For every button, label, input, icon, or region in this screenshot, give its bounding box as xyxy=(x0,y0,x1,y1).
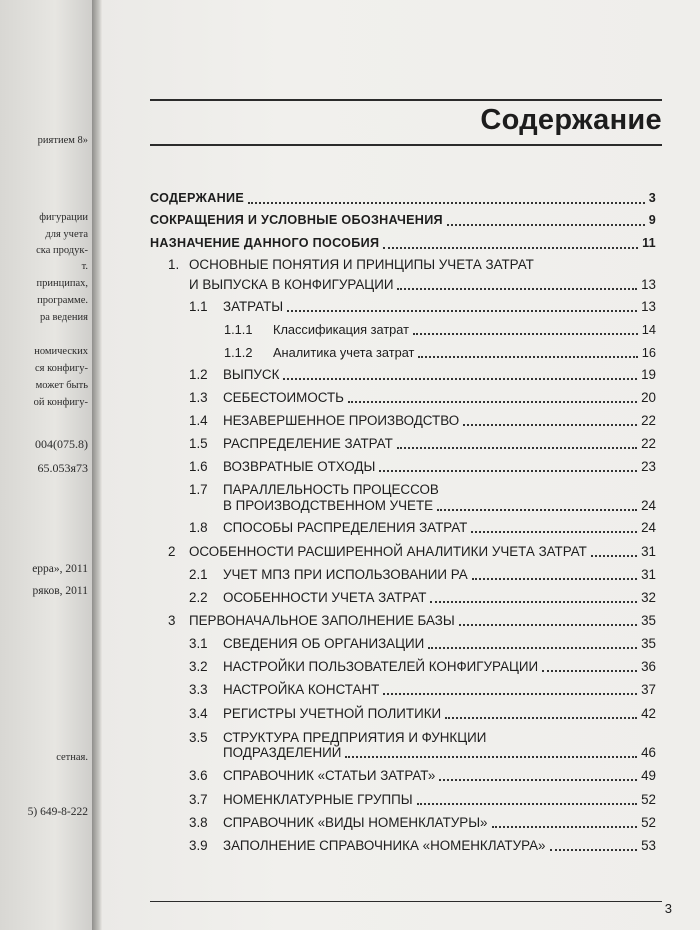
toc-leader-dots xyxy=(447,224,645,226)
toc-entry[interactable] xyxy=(223,744,656,761)
left-page-text-line: 65.053я73 xyxy=(37,461,88,475)
toc-entry-label: СОКРАЩЕНИЯ И УСЛОВНЫЕ ОБОЗНАЧЕНИЯ xyxy=(150,213,443,227)
toc-entry-number: 3.2 xyxy=(189,659,208,674)
toc-leader-dots xyxy=(542,670,637,672)
toc-entry-number: 3.3 xyxy=(189,682,208,697)
toc-entry-number: 1.3 xyxy=(189,390,208,405)
toc-entry-label: ПЕРВОНАЧАЛЬНОЕ ЗАПОЛНЕНИЕ БАЗЫ xyxy=(189,613,455,628)
toc-entry-label: ЗАПОЛНЕНИЕ СПРАВОЧНИКА «НОМЕНКЛАТУРА» xyxy=(223,838,546,853)
toc-entry-number: 1.2 xyxy=(189,367,208,382)
toc-entry-label: ПОДРАЗДЕЛЕНИЙ xyxy=(223,745,342,760)
page-number: 3 xyxy=(664,901,672,916)
toc-entry-number: 3.5 xyxy=(189,730,208,745)
toc-entry-label: Аналитика учета затрат xyxy=(273,345,415,360)
left-page-text-line: программе. xyxy=(37,295,88,306)
toc-entry-page: 3 xyxy=(648,191,656,205)
toc-entry-page: 52 xyxy=(641,792,656,807)
toc-entry[interactable] xyxy=(189,298,656,315)
toc-entry-label: РЕГИСТРЫ УЧЕТНОЙ ПОЛИТИКИ xyxy=(223,706,442,721)
toc-entry-page: 24 xyxy=(641,520,656,535)
toc-entry-number: 1.8 xyxy=(189,520,208,535)
toc-entry-number: 1. xyxy=(168,257,180,272)
toc-entry[interactable] xyxy=(189,791,656,808)
toc-entry-page: 22 xyxy=(641,436,656,451)
toc-entry-number: 2 xyxy=(168,544,176,559)
toc-entry-label: СПРАВОЧНИК «ВИДЫ НОМЕНКЛАТУРЫ» xyxy=(223,815,488,830)
toc-entry-label: Классификация затрат xyxy=(273,322,409,337)
toc-entry-page: 52 xyxy=(641,815,656,830)
toc-entry[interactable] xyxy=(224,344,656,361)
left-page-text-line: ся конфигу- xyxy=(34,363,88,374)
header-rule-bottom xyxy=(150,144,662,146)
toc-leader-dots xyxy=(417,803,637,805)
toc-entry-number: 1.6 xyxy=(189,459,208,474)
toc-entry-label: НАЗНАЧЕНИЕ ДАННОГО ПОСОБИЯ xyxy=(150,236,380,250)
toc-entry-label: В ПРОИЗВОДСТВЕННОМ УЧЕТЕ xyxy=(223,498,434,513)
toc-entry-page: 22 xyxy=(641,413,656,428)
left-page-text-line: ерра», 2011 xyxy=(32,563,88,575)
toc-entry-label: ЗАТРАТЫ xyxy=(223,299,284,314)
toc-leader-dots xyxy=(550,849,638,851)
contents-page xyxy=(102,0,700,930)
left-page-text-line: т. xyxy=(81,261,88,272)
left-page-text-line: сетная. xyxy=(56,752,88,763)
toc-entry[interactable] xyxy=(189,635,656,652)
toc-entry-label: СВЕДЕНИЯ ОБ ОРГАНИЗАЦИИ xyxy=(223,636,425,651)
toc-entry-page: 35 xyxy=(641,636,656,651)
toc-entry-number: 1.1 xyxy=(189,299,208,314)
toc-entry[interactable] xyxy=(189,658,656,675)
toc-leader-dots xyxy=(492,826,638,828)
toc-entry-page: 53 xyxy=(641,838,656,853)
left-page xyxy=(0,0,92,930)
toc-leader-dots xyxy=(397,288,637,290)
left-page-text-line: ска продук- xyxy=(36,245,88,256)
toc-leader-dots xyxy=(445,717,637,719)
toc-entry-number: 3.9 xyxy=(189,838,208,853)
toc-entry-page: 11 xyxy=(642,236,656,250)
toc-entry-page: 23 xyxy=(641,459,656,474)
toc-entry-label: ВОЗВРАТНЫЕ ОТХОДЫ xyxy=(223,459,376,474)
toc-entry-label: НАСТРОЙКИ ПОЛЬЗОВАТЕЛЕЙ КОНФИГУРАЦИИ xyxy=(223,659,539,674)
toc-entry-number: 3.7 xyxy=(189,792,208,807)
toc-entry-number: 3.1 xyxy=(189,636,208,651)
toc-entry[interactable] xyxy=(168,543,656,560)
toc-entry-number: 3.8 xyxy=(189,815,208,830)
toc-entry[interactable] xyxy=(189,837,656,854)
toc-entry-page: 35 xyxy=(641,613,656,628)
toc-entry-page: 9 xyxy=(648,213,656,227)
toc-entry[interactable] xyxy=(150,212,656,229)
toc-entry-page: 14 xyxy=(641,322,656,337)
toc-entry-label: И ВЫПУСКА В КОНФИГУРАЦИИ xyxy=(189,277,394,292)
toc-entry[interactable] xyxy=(189,412,656,429)
toc-entry-label: СПРАВОЧНИК «СТАТЬИ ЗАТРАТ» xyxy=(223,768,436,783)
toc-entry-page: 20 xyxy=(641,390,656,405)
toc-leader-dots xyxy=(287,310,637,312)
toc-entry[interactable] xyxy=(223,497,656,514)
toc-entry-label-line1: СТРУКТУРА ПРЕДПРИЯТИЯ И ФУНКЦИИ xyxy=(223,730,487,745)
toc-leader-dots xyxy=(413,333,638,335)
toc-entry-number: 1.7 xyxy=(189,482,208,497)
toc-entry-number: 3.6 xyxy=(189,768,208,783)
toc-entry[interactable] xyxy=(189,366,656,383)
toc-entry-page: 31 xyxy=(641,544,656,559)
left-page-text-line: фигурации xyxy=(39,212,88,223)
toc-entry[interactable] xyxy=(189,276,656,293)
toc-entry-number: 1.1.2 xyxy=(224,345,253,360)
toc-leader-dots xyxy=(437,509,637,511)
left-page-text-line: ра ведения xyxy=(39,312,88,323)
toc-entry-label: СПОСОБЫ РАСПРЕДЕЛЕНИЯ ЗАТРАТ xyxy=(223,520,468,535)
toc-entry-number: 2.2 xyxy=(189,590,208,605)
left-page-text-line: может быть xyxy=(35,380,88,391)
left-page-text-line: для учета xyxy=(45,229,88,240)
toc-entry-label-line1: ПАРАЛЛЕЛЬНОСТЬ ПРОЦЕССОВ xyxy=(223,482,439,497)
toc-entry-page: 42 xyxy=(641,706,656,721)
toc-entry-number: 1.1.1 xyxy=(224,322,253,337)
left-page-text-line: ряков, 2011 xyxy=(32,585,88,597)
toc-entry-page: 36 xyxy=(641,659,656,674)
left-page-text-line: ой конфигу- xyxy=(33,397,88,408)
toc-leader-dots xyxy=(383,247,638,249)
toc-entry-page: 32 xyxy=(641,590,656,605)
book-gutter xyxy=(92,0,102,930)
toc-entry[interactable] xyxy=(189,589,656,606)
toc-entry-label: ОСОБЕННОСТИ УЧЕТА ЗАТРАТ xyxy=(223,590,427,605)
toc-leader-dots xyxy=(463,424,637,426)
toc-leader-dots xyxy=(430,601,637,603)
toc-entry[interactable] xyxy=(189,435,656,452)
left-page-text-line: 004(075.8) xyxy=(35,437,88,451)
toc-entry-page: 31 xyxy=(641,567,656,582)
toc-entry-label: УЧЕТ МПЗ ПРИ ИСПОЛЬЗОВАНИИ РА xyxy=(223,567,468,582)
toc-entry-page: 24 xyxy=(641,498,656,513)
toc-entry-label: НОМЕНКЛАТУРНЫЕ ГРУППЫ xyxy=(223,792,413,807)
toc-leader-dots xyxy=(383,693,637,695)
toc-entry-number: 1.5 xyxy=(189,436,208,451)
toc-entry-label: РАСПРЕДЕЛЕНИЕ ЗАТРАТ xyxy=(223,436,393,451)
toc-leader-dots xyxy=(248,202,645,204)
toc-entry-number: 1.4 xyxy=(189,413,208,428)
toc-leader-dots xyxy=(439,779,637,781)
toc-leader-dots xyxy=(345,756,637,758)
toc-entry[interactable] xyxy=(189,705,656,722)
left-page-text-line: 5) 649-8-222 xyxy=(27,806,88,818)
toc-entry[interactable] xyxy=(189,389,656,406)
toc-entry-number: 3.4 xyxy=(189,706,208,721)
toc-entry-page: 13 xyxy=(641,299,656,314)
toc-entry[interactable] xyxy=(224,321,656,338)
toc-entry[interactable] xyxy=(189,681,656,698)
toc-leader-dots xyxy=(418,356,637,358)
toc-entry-page: 19 xyxy=(641,367,656,382)
toc-leader-dots xyxy=(348,401,637,403)
toc-entry[interactable] xyxy=(189,519,656,536)
toc-leader-dots xyxy=(397,447,637,449)
toc-entry-number: 2.1 xyxy=(189,567,208,582)
toc-entry[interactable] xyxy=(150,235,656,252)
toc-entry-page: 16 xyxy=(641,345,656,360)
toc-entry-label-line1: ОСНОВНЫЕ ПОНЯТИЯ И ПРИНЦИПЫ УЧЕТА ЗАТРАТ xyxy=(189,257,534,272)
toc-leader-dots xyxy=(428,647,637,649)
toc-entry-label: СЕБЕСТОИМОСТЬ xyxy=(223,390,344,405)
toc-entry[interactable] xyxy=(189,566,656,583)
page-title: Содержание xyxy=(480,104,662,136)
toc-leader-dots xyxy=(472,578,637,580)
toc-leader-dots xyxy=(471,531,637,533)
header-rule-top xyxy=(150,99,662,101)
toc-entry-label: ОСОБЕННОСТИ РАСШИРЕННОЙ АНАЛИТИКИ УЧЕТА ЗАТРАТ xyxy=(189,544,587,559)
toc-entry-label: СОДЕРЖАНИЕ xyxy=(150,191,245,205)
toc-entry-label: НАСТРОЙКА КОНСТАНТ xyxy=(223,682,380,697)
left-page-text-line: принципах, xyxy=(36,278,88,289)
toc-leader-dots xyxy=(379,470,637,472)
toc-entry-page: 46 xyxy=(641,745,656,760)
toc-entry[interactable] xyxy=(150,190,656,207)
toc-entry-page: 37 xyxy=(641,682,656,697)
toc-entry[interactable] xyxy=(168,612,656,629)
toc-leader-dots xyxy=(459,624,637,626)
footer-rule xyxy=(150,901,662,902)
left-page-text-line: риятием 8» xyxy=(37,135,88,146)
toc-leader-dots xyxy=(591,555,637,557)
toc-entry-page: 13 xyxy=(641,277,656,292)
toc-entry-label: НЕЗАВЕРШЕННОЕ ПРОИЗВОДСТВО xyxy=(223,413,460,428)
toc-leader-dots xyxy=(283,378,637,380)
toc-entry-page: 49 xyxy=(641,768,656,783)
toc-entry[interactable] xyxy=(189,767,656,784)
toc-entry-label: ВЫПУСК xyxy=(223,367,280,382)
toc-entry-number: 3 xyxy=(168,613,176,628)
toc-entry[interactable] xyxy=(189,814,656,831)
left-page-text-line: номических xyxy=(34,346,88,357)
toc-entry[interactable] xyxy=(189,458,656,475)
